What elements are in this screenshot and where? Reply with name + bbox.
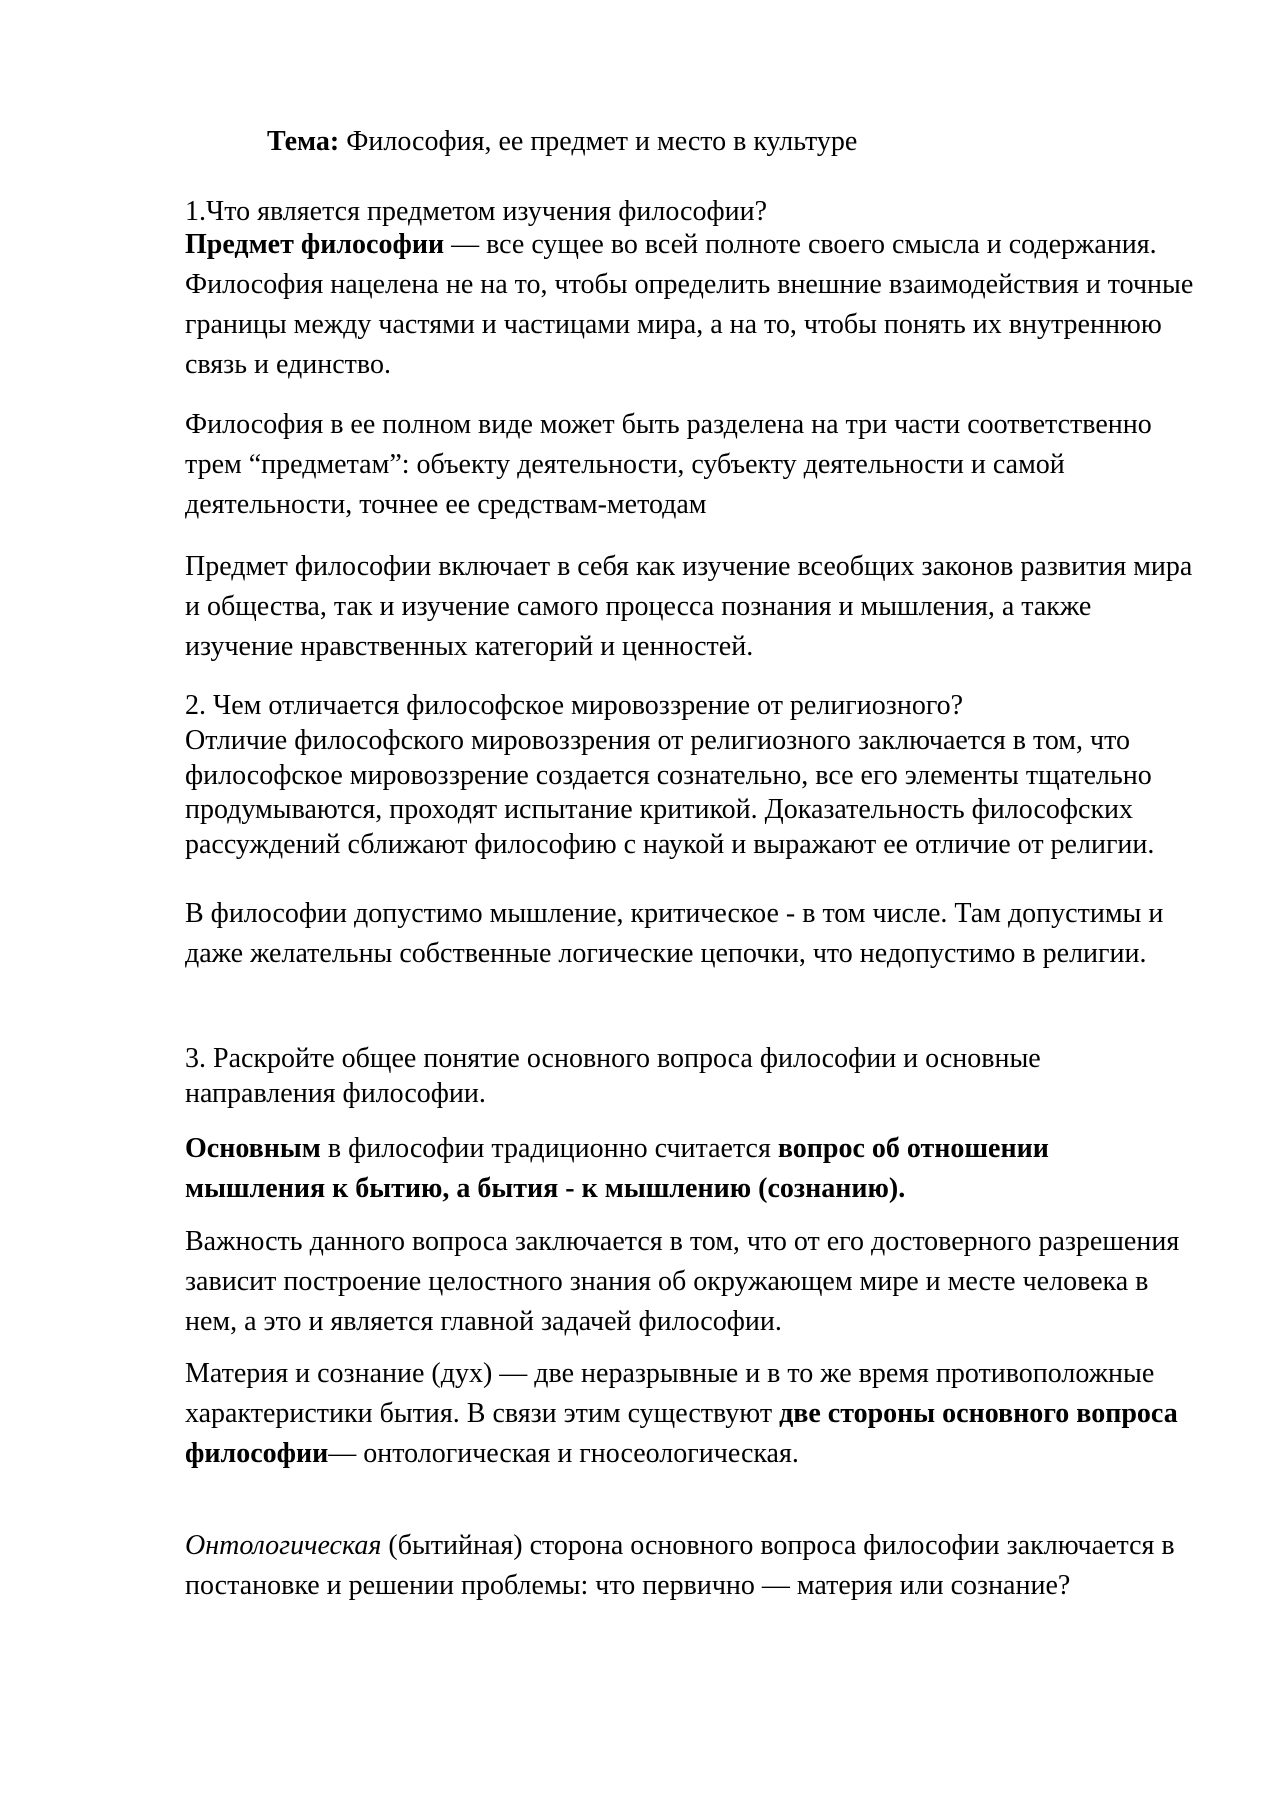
q3-paragraph-1 [185,1129,1195,1209]
q3-bold-main: Основным [185,1133,321,1164]
q3-p3-text2: — онтологическая и гносеологическая. [328,1438,799,1469]
q1-question: 1.Что является предметом изучения философии? [185,196,768,227]
q3-paragraph-2: Важность данного вопроса заключается в том, что от его достоверного разрешения зависит построение целостного знания об окружающем мире и месте человека в нем, а это и является главной задачей философии. [185,1226,1180,1337]
q1-paragraph-1 [185,225,1195,385]
q1-term: Предмет философии [185,229,445,260]
q3-p4-italic: Онтологическая [185,1530,382,1561]
title-text: Философия, ее предмет и место в культуре [339,126,858,157]
q3-bold-question: вопрос об отношении мышления к бытию, а бытия - к мышлению (сознанию). [185,1133,1049,1204]
q3-p3-text1: Материя и сознание (дух) — две неразрывные и в то же время противоположные характеристики бытия. В связи этим существуют [185,1358,1155,1429]
q1-paragraph-2: Философия в ее полном виде может быть разделена на три части соответственно трем “предметам”: объекту деятельности, субъекту деятельности и самой деятельности, точнее ее средствам-методам [185,409,1152,520]
q3-text: в философии традиционно считается [320,1133,778,1164]
q3-p3-bold: две стороны основного вопроса философии [185,1398,1178,1469]
q3-question: 3. Раскройте общее понятие основного вопроса философии и основные направления философии. [185,1043,1041,1109]
title-label: Тема: [267,126,340,157]
q1-paragraph-3: Предмет философии включает в себя как изучение всеобщих законов развития мира и общества, так и изучение самого процесса познания и мышления, а также изучение нравственных категорий и ценностей. [185,551,1193,662]
q3-paragraph-4 [185,1526,1195,1606]
page-title [267,122,1167,162]
q2-paragraph-1: Отличие философского мировоззрения от религиозного заключается в том, что философское мировоззрение создается сознательно, все его элементы тщательно продумываются, проходят испытание критикой. Доказательность философских рассуждений сближают философию с наукой и выражают ее отличие от религии. [185,725,1155,860]
q3-paragraph-3 [185,1354,1195,1474]
q3-p4-text: (бытийная) сторона основного вопроса философии заключается в постановке и решении проблемы: что первично — материя или сознание? [185,1530,1175,1601]
q2-paragraph-2: В философии допустимо мышление, критическое - в том числе. Там допустимы и даже желательны собственные логические цепочки, что недопустимо в религии. [185,898,1164,969]
q2-question: 2. Чем отличается философское мировоззрение от религиозного? [185,690,964,721]
q1-definition: — все сущее во всей полноте своего смысла и содержания. Философия нацелена не на то, чтобы определить внешние взаимодействия и точные границы между частями и частицами мира, а на то, чтобы понять их внутреннюю связь и единство. [185,229,1194,380]
